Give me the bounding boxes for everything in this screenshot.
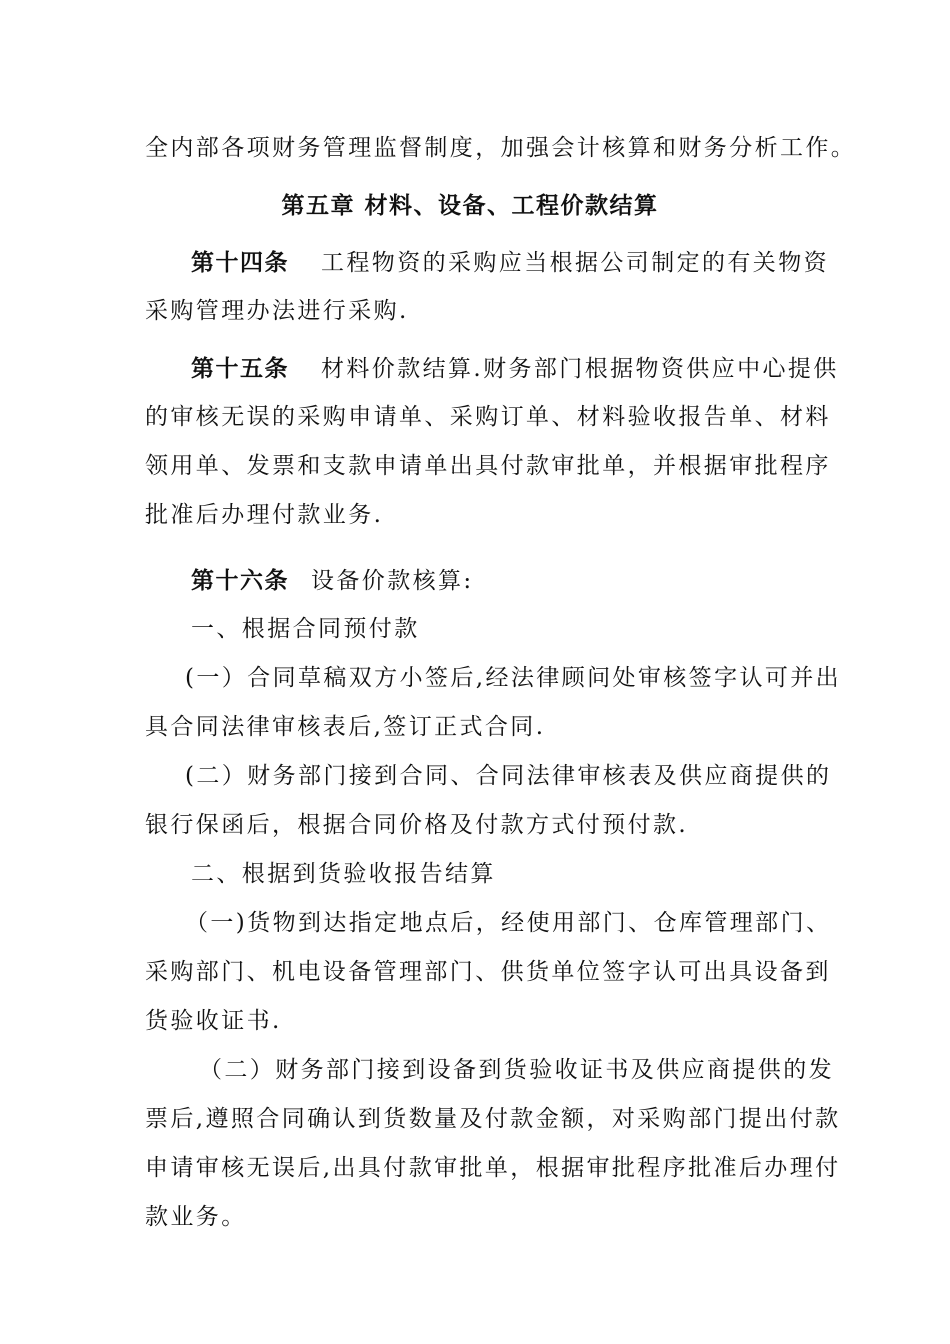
- article-15-line-4: 批准后办理付款业务.: [145, 502, 384, 528]
- section-2-1-line-1: （一)货物到达指定地点后，经使用部门、仓库管理部门、: [185, 910, 832, 936]
- section-1-1-line-2: 具合同法律审核表后,签订正式合同.: [145, 714, 546, 740]
- article-15-line-3: 领用单、发票和支款申请单出具付款审批单，并根据审批程序: [145, 453, 831, 479]
- section-2-2-line-3: 申请审核无误后,出具付款审批单，根据审批程序批准后办理付: [145, 1155, 841, 1181]
- article-15-line-2: 的审核无误的采购申请单、采购订单、材料验收报告单、材料: [145, 404, 831, 430]
- section-1-2-line-2: 银行保函后，根据合同价格及付款方式付预付款.: [145, 812, 689, 838]
- article-16-label: 第十六条: [191, 567, 289, 594]
- article-14-line-1: [145, 238, 829, 287]
- section-2-1-line-2: 采购部门、机电设备管理部门、供货单位签字认可出具设备到: [145, 959, 831, 985]
- chapter-title: 第五章 材料、设备、工程价款结算: [281, 192, 659, 219]
- article-14-line-2: 采购管理办法进行采购.: [145, 298, 409, 324]
- article-15-text: 材料价款结算.财务部门根据物资供应中心提供: [321, 356, 839, 382]
- section-2-1-line-3: 货验收证书.: [145, 1008, 282, 1034]
- section-2-2-line-1: （二）财务部门接到设备到货验收证书及供应商提供的发: [199, 1057, 834, 1083]
- section-1-heading: 一、根据合同预付款: [191, 616, 420, 642]
- article-15-label: 第十五条: [191, 355, 289, 382]
- article-14-label: 第十四条: [191, 249, 289, 276]
- article-16-text: 设备价款核算:: [311, 568, 474, 594]
- section-2-2-line-4: 款业务。: [145, 1204, 247, 1230]
- document-page: [145, 124, 857, 1242]
- section-2-2-line-2: 票后,遵照合同确认到货数量及付款金额，对采购部门提出付款: [145, 1106, 841, 1132]
- article-16-line-1: [145, 556, 805, 605]
- paragraph-intro: 全内部各项财务管理监督制度，加强会计核算和财务分析工作。: [145, 135, 857, 161]
- section-1-1-line-1: (一）合同草稿双方小签后,经法律顾问处审核签字认可并出: [185, 665, 842, 691]
- section-2-heading: 二、根据到货验收报告结算: [191, 861, 496, 887]
- section-1-2-line-1: (二）财务部门接到合同、合同法律审核表及供应商提供的: [185, 763, 832, 789]
- article-15-line-1: [145, 344, 839, 393]
- article-14-text: 工程物资的采购应当根据公司制定的有关物资: [321, 250, 829, 276]
